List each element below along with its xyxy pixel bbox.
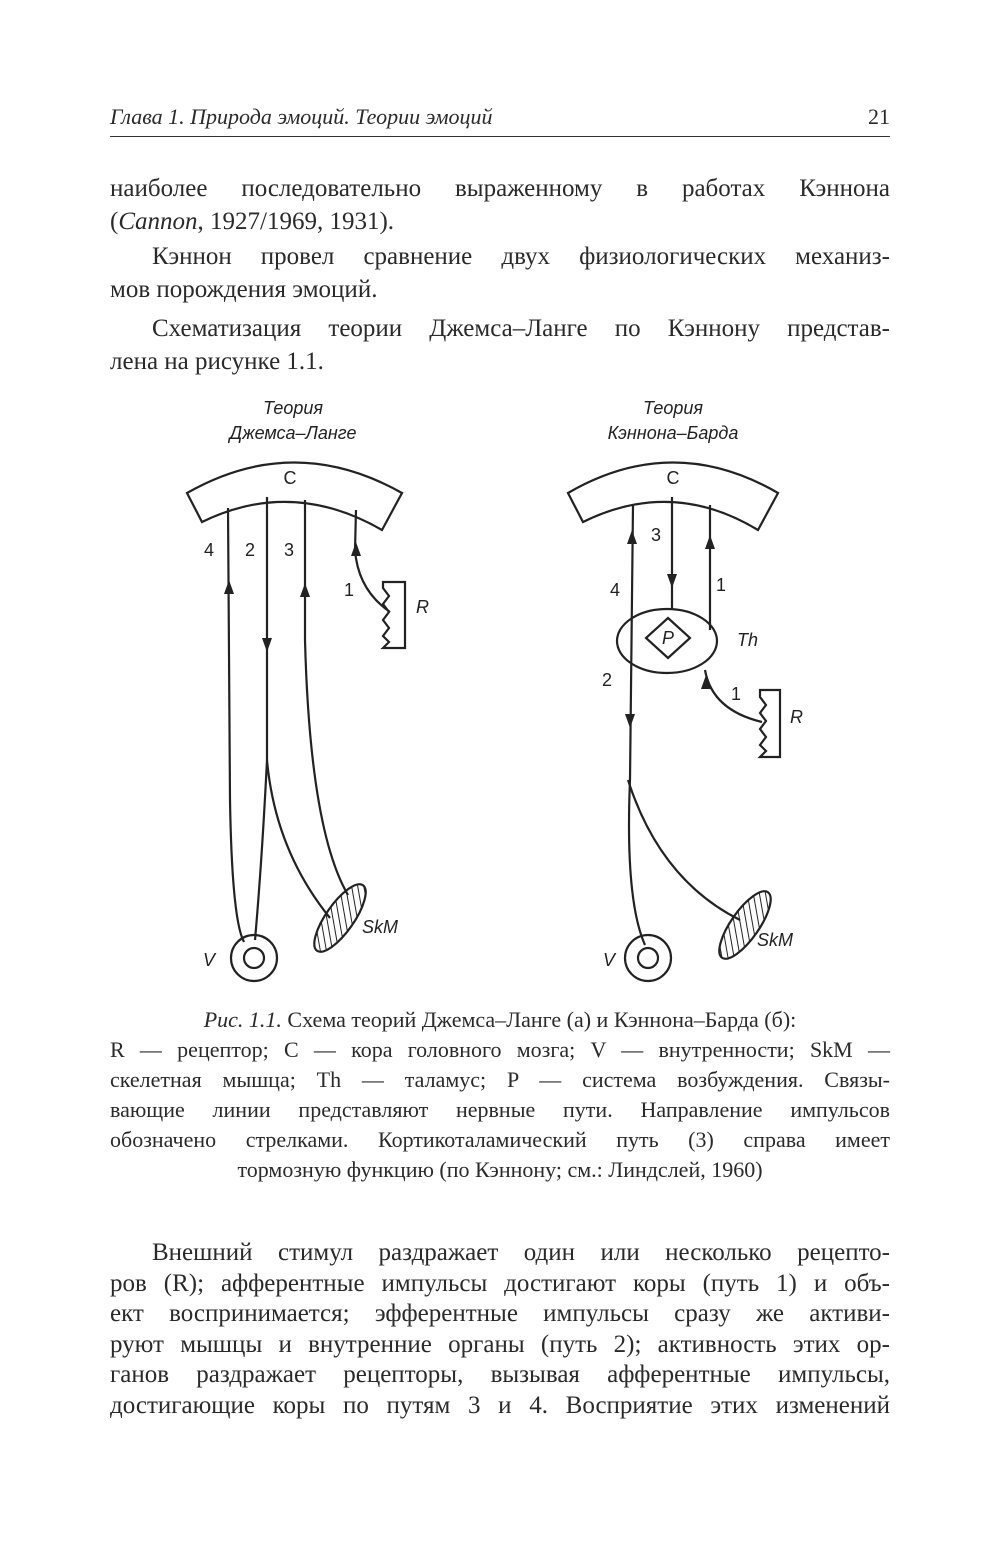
muscle-right xyxy=(711,884,780,966)
caption-line: R — рецептор; C — кора головного мозга; V — внутренности; SkM — xyxy=(110,1037,890,1062)
text-line: мов порождения эмоций. xyxy=(110,276,378,303)
caption-line: вающие линии представляют нервные пути. Направление импульсов xyxy=(110,1097,890,1122)
path-4-2-right xyxy=(629,505,645,945)
path-branch-right xyxy=(628,780,740,920)
label-r: R xyxy=(790,707,803,727)
label-path: 3 xyxy=(284,540,295,560)
right-title: Теория xyxy=(642,398,704,418)
path-3b-left xyxy=(267,760,330,918)
label-v: V xyxy=(603,950,616,970)
caption-label: Рис. 1.1. xyxy=(203,1007,282,1032)
paragraph-4 xyxy=(110,1238,890,1421)
caption-line: скелетная мышца; Th — таламус; P — система возбуждения. Связы- xyxy=(110,1067,890,1092)
label-path: 1 xyxy=(731,684,742,704)
text-line: лена на рисунке 1.1. xyxy=(110,348,324,375)
label-path: 2 xyxy=(245,540,256,560)
text-line: Внешний стимул раздражает один или несколько рецепто- xyxy=(152,1239,890,1266)
figure-caption xyxy=(110,1005,890,1185)
label-path: 4 xyxy=(204,540,215,560)
caption-line: тормозную функцию (по Кэннону; см.: Линдслей, 1960) xyxy=(237,1157,763,1182)
label-r: R xyxy=(416,597,429,617)
label-path: 1 xyxy=(344,580,355,600)
label-path: 3 xyxy=(651,525,662,545)
text-line: Схематизация теории Джемса–Ланге по Кэннону представ- xyxy=(152,315,890,342)
text-line: ганов раздражает рецепторы, вызывая афферентные импульсы, xyxy=(110,1361,890,1388)
left-title: Теория xyxy=(262,398,324,418)
text-line: наиболее последовательно выраженному в работах Кэннона xyxy=(110,175,890,202)
label-skm: SkM xyxy=(757,930,793,950)
caption-line xyxy=(110,1005,890,1035)
label-th: Th xyxy=(737,630,759,650)
viscera-right xyxy=(625,935,671,981)
text-line: ров (R); афферентные импульсы достигают коры (путь 1) и объ- xyxy=(110,1269,890,1297)
text-line: (Cannon, 1927/1969, 1931). xyxy=(110,208,395,235)
label-path: 4 xyxy=(610,580,621,600)
arrowheads xyxy=(224,530,715,728)
caption-line: обозначено стрелками. Кортикоталамический путь (3) справа имеет xyxy=(110,1127,890,1152)
caption-text: Схема теорий Джемса–Ланге (а) и Кэннона–Барда (б): xyxy=(287,1007,797,1032)
viscera-left xyxy=(231,935,277,981)
label-c: C xyxy=(283,468,297,488)
chapter-title: Глава 1. Природа эмоций. Теории эмоций xyxy=(110,104,493,129)
label-v: V xyxy=(203,950,216,970)
receptor-left xyxy=(383,582,405,648)
label-p: P xyxy=(661,628,675,648)
page-number: 21 xyxy=(868,104,890,129)
path-3-left xyxy=(305,500,348,895)
left-title: Джемса–Ланге xyxy=(229,423,357,443)
receptor-right xyxy=(760,690,780,757)
right-title: Кэннона–Барда xyxy=(607,423,739,443)
path-2-left xyxy=(255,497,267,940)
text-line: ект воспринимается; эфферентные импульсы сразу же активи- xyxy=(110,1300,890,1327)
label-skm: SkM xyxy=(362,917,398,937)
text-line: достигающие коры по путям 3 и 4. Восприятие этих изменений xyxy=(110,1391,890,1419)
label-path: 1 xyxy=(716,575,727,595)
label-path: 2 xyxy=(602,670,613,690)
path-4-left xyxy=(228,508,244,942)
text-line: руют мышцы и внутренние органы (путь 2); активность этих ор- xyxy=(110,1330,890,1358)
label-c: C xyxy=(666,468,680,488)
text-line: Кэннон провел сравнение двух физиологических механиз- xyxy=(152,243,890,270)
